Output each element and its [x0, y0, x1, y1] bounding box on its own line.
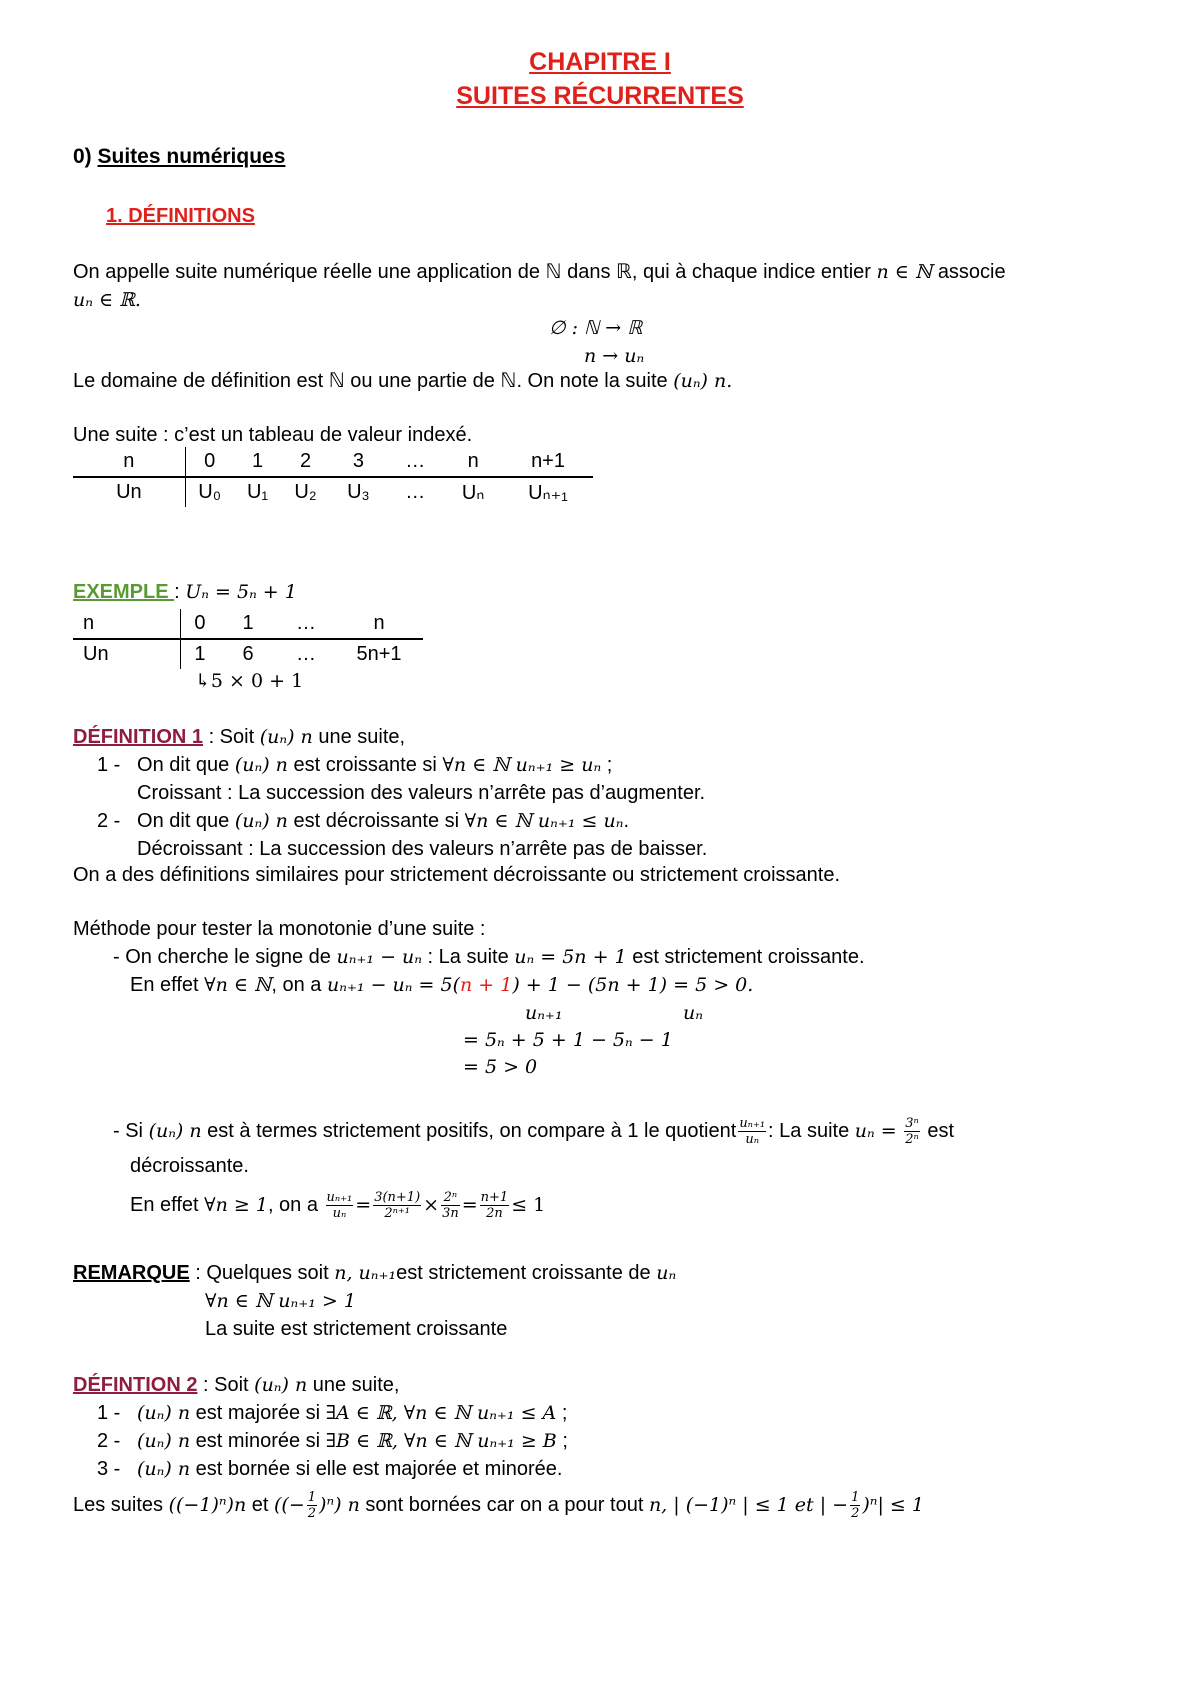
mapping-line2: n → uₙ [584, 345, 645, 367]
equation-line2: = 5 > 0 [463, 1056, 538, 1078]
label-un-plus-1: uₙ₊₁ [525, 1002, 563, 1024]
example-table [73, 609, 423, 669]
remark-label: REMARQUE [73, 1262, 190, 1284]
definition2-intro: DÉFINTION 2 : Soit (uₙ) n une suite, [73, 1374, 400, 1396]
example-note: ↳5 × 0 + 1 [195, 670, 304, 692]
remark-line2: ∀n ∈ ℕ uₙ₊₁ > 1 [205, 1290, 356, 1312]
definition1-item2: 2 - On dit que (uₙ) n est décroissante si ∀n ∈ ℕ uₙ₊₁ ≤ uₙ. [97, 810, 629, 832]
domain-line: Le domaine de définition est ℕ ou une partie de ℕ. On note la suite (uₙ) n. [73, 370, 733, 392]
remark-line3: La suite est strictement croissante [205, 1318, 508, 1340]
example-line: EXEMPLE : Uₙ = 5ₙ + 1 [73, 581, 297, 603]
highlighted-term: n + 1 [460, 974, 513, 996]
mapping-line1: ∅ : ℕ → ℝ [549, 317, 643, 339]
section-heading: 0) Suites numériques [73, 145, 286, 168]
index-table [73, 447, 593, 507]
table-row: n 0 1 … n [73, 609, 423, 639]
definition-paragraph-line1: On appelle suite numérique réelle une application de ℕ dans ℝ, qui à chaque indice entier n ∈ ℕ associe [73, 261, 1006, 283]
definition-paragraph-line2: uₙ ∈ ℝ. [73, 289, 141, 311]
definition1-item1-note: Croissant : La succession des valeurs n’arrête pas d’augmenter. [137, 782, 706, 804]
definition1-item1: 1 - On dit que (uₙ) n est croissante si ∀n ∈ ℕ uₙ₊₁ ≥ uₙ ; [97, 754, 613, 776]
definition2-item3: 3 - (uₙ) n est bornée si elle est majorée et minorée. [97, 1458, 563, 1480]
method-bullet2-line2: décroissante. [130, 1155, 249, 1177]
table-intro: Une suite : c’est un tableau de valeur indexé. [73, 424, 473, 446]
table-row: n 0 1 2 3 … n n+1 [73, 447, 593, 477]
chapter-subtitle: SUITES RÉCURRENTES [456, 82, 744, 110]
definition1-label: DÉFINITION 1 [73, 726, 204, 748]
chapter-title: CHAPITRE I [529, 48, 671, 76]
remark-line1: REMARQUE : Quelques soit n, uₙ₊₁est strictement croissante de uₙ [73, 1262, 677, 1284]
method-bullet1: - On cherche le signe de uₙ₊₁ − uₙ : La suite uₙ = 5n + 1 est strictement croissante. [113, 946, 865, 968]
method-bullet2: - Si (uₙ) n est à termes strictement positifs, on compare à 1 le quotient $\frac{\text{uₙ₊₁}}{\text{uₙ}}$ : La suite uₙ = $\frac{\text{3ⁿ}}{\text{2ⁿ}}$ est [113, 1116, 955, 1147]
method-title: Méthode pour tester la monotonie d’une suite : [73, 918, 486, 940]
definition2-conclusion: Les suites ((−1)ⁿ)n et ((− $\frac{1}{2}$ )ⁿ) n sont bornées car on a pour tout n, | (−1)ⁿ | ≤ 1 et | − $\frac{1}{2}$ )ⁿ| ≤ 1 [73, 1490, 924, 1521]
example-label: EXEMPLE [73, 581, 175, 603]
label-un: uₙ [683, 1002, 703, 1024]
method-bullet1-line2: En effet ∀n ∈ ℕ, on a uₙ₊₁ − uₙ = 5(n + 1) + 1 − (5n + 1) = 5 > 0. [130, 974, 754, 996]
definition1-item2-note: Décroissant : La succession des valeurs n’arrête pas de baisser. [137, 838, 708, 860]
method-bullet2-line3: En effet ∀n ≥ 1, on a $\frac{\text{uₙ₊₁}}{\text{uₙ}}$ = $\frac{3(n+1)}{\text{2ⁿ⁺¹}}$ × $\frac{\text{2ⁿ}}{3n}$ = $\frac{n+1}{2n}$ ≤ 1 [130, 1190, 546, 1221]
table-row: Un U₀ U₁ U₂ U₃ … Uₙ Uₙ₊₁ [73, 477, 593, 507]
subsection-heading: 1. DÉFINITIONS [106, 205, 255, 227]
definition2-item1: 1 - (uₙ) n est majorée si ∃A ∈ ℝ, ∀n ∈ ℕ uₙ₊₁ ≤ A ; [97, 1402, 568, 1424]
equation-line1: = 5ₙ + 5 + 1 − 5ₙ − 1 [463, 1029, 673, 1051]
definition2-label: DÉFINTION 2 [73, 1374, 198, 1396]
definition2-item2: 2 - (uₙ) n est minorée si ∃B ∈ ℝ, ∀n ∈ ℕ uₙ₊₁ ≥ B ; [97, 1430, 568, 1452]
definition1-intro: DÉFINITION 1 : Soit (uₙ) n une suite, [73, 726, 406, 748]
definition1-closing: On a des définitions similaires pour strictement décroissante ou strictement croissante. [73, 864, 841, 886]
table-row: Un 1 6 … 5n+1 [73, 639, 423, 669]
